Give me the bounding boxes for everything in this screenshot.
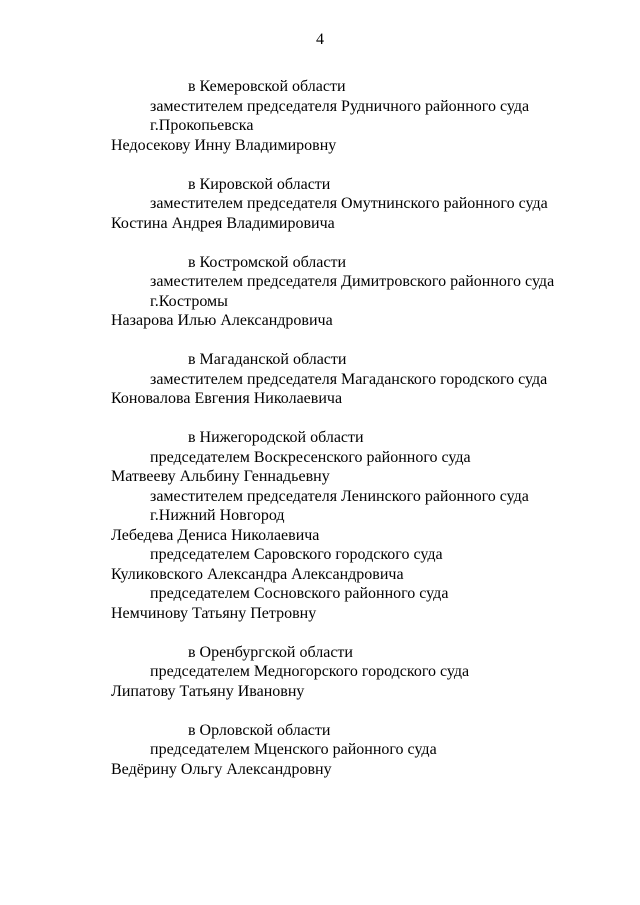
- appointee-name: Немчинову Татьяну Петровну: [111, 604, 317, 622]
- region-heading: в Магаданской области: [188, 351, 347, 368]
- position-text: заместителем председателя Рудничного районного суда: [150, 97, 530, 115]
- region-heading: в Костромской области: [188, 253, 347, 271]
- city-text: г.Костромы: [150, 292, 228, 310]
- position-text: заместителем председателя Омутнинского районного суда: [150, 195, 548, 212]
- appointee-name: Матвееву Альбину Геннадьевну: [111, 468, 330, 485]
- section-spacer: [0, 409, 640, 429]
- region-section: [0, 428, 640, 623]
- region-section: [0, 77, 640, 155]
- region-heading: в Кемеровской области: [188, 78, 346, 95]
- region-heading: в Орловской области: [188, 721, 331, 739]
- appointee-name: Костина Андрея Владимировича: [111, 214, 335, 232]
- section-spacer: [0, 331, 640, 351]
- appointee-name: Ведёрину Ольгу Александровну: [111, 760, 332, 778]
- city-text: г.Прокопьевска: [150, 117, 254, 134]
- document-body: [0, 77, 640, 779]
- position-text: председателем Медногорского городского суда: [150, 663, 470, 680]
- appointee-name: Куликовского Александра Александровича: [111, 565, 404, 583]
- position-text: заместителем председателя Магаданского городского суда: [150, 370, 548, 388]
- section-spacer: [0, 623, 640, 643]
- region-heading: в Нижегородской области: [188, 429, 364, 446]
- section-spacer: [0, 155, 640, 175]
- appointee-name: Лебедева Дениса Николаевича: [111, 526, 320, 544]
- section-spacer: [0, 233, 640, 253]
- position-text: председателем Саровского городского суда: [150, 546, 443, 563]
- appointee-name: Назарова Илью Александровича: [111, 312, 333, 329]
- region-section: [0, 175, 640, 234]
- region-heading: в Оренбургской области: [188, 643, 353, 661]
- city-text: г.Нижний Новгород: [150, 507, 285, 524]
- appointee-name: Коновалова Евгения Николаевича: [111, 390, 343, 407]
- position-text: заместителем председателя Димитровского районного суда: [150, 273, 555, 290]
- position-text: председателем Воскресенского районного суда: [150, 448, 471, 466]
- region-heading: в Кировской области: [188, 175, 331, 193]
- region-section: [0, 253, 640, 331]
- page-number: 4: [316, 31, 324, 48]
- position-text: председателем Сосновского районного суда: [150, 585, 449, 602]
- appointee-name: Липатову Татьяну Ивановну: [111, 682, 305, 700]
- region-section: [0, 721, 640, 780]
- region-section: [0, 350, 640, 409]
- position-text: председателем Мценского районного суда: [150, 741, 437, 758]
- appointee-name: Недосекову Инну Владимировну: [111, 136, 337, 154]
- position-text: заместителем председателя Ленинского районного суда: [150, 487, 529, 505]
- region-section: [0, 643, 640, 702]
- section-spacer: [0, 701, 640, 721]
